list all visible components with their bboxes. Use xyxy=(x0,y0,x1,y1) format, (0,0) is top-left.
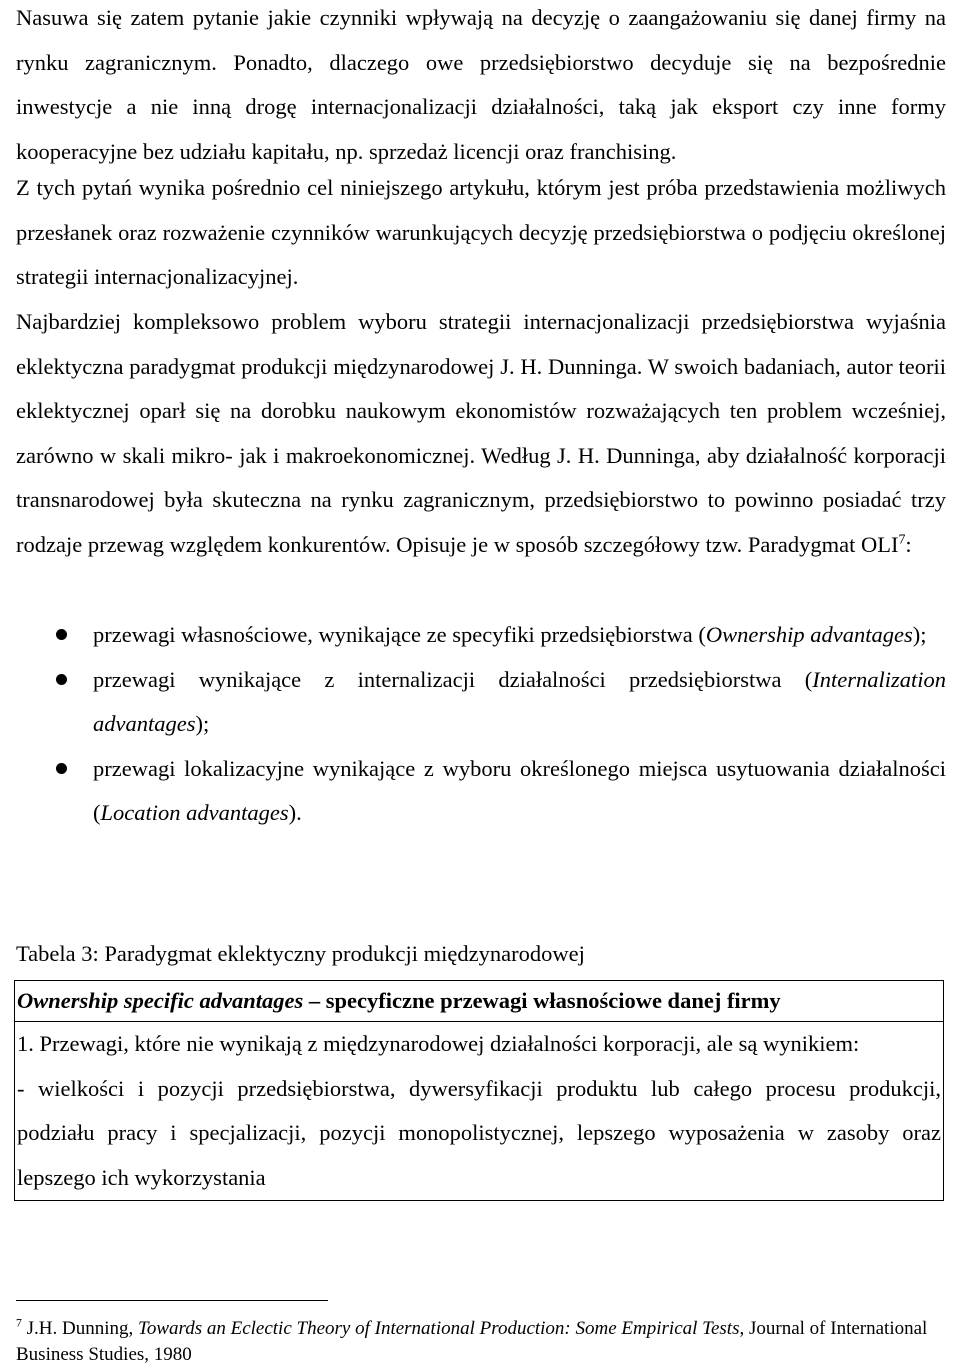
paragraph-dunning xyxy=(16,300,946,568)
footnote-title: Towards an Eclectic Theory of International Production: Some Empirical Tests xyxy=(138,1318,740,1339)
footnote-ref[interactable]: 7 xyxy=(898,532,906,548)
footnote-number: 7 xyxy=(16,1316,22,1330)
table-body xyxy=(15,1022,943,1200)
bullet-icon xyxy=(56,629,67,640)
bullet-icon xyxy=(56,763,67,774)
table-caption: Tabela 3: Paradygmat eklektyczny produkcji międzynarodowej xyxy=(16,941,585,966)
paragraph-aim: Z tych pytań wynika pośrednio cel niniejszego artykułu, którym jest próba przedstawienia możliwych przesłanek oraz rozważenie czynników warunkujących decyzję przedsiębiorstwa o podjęciu określonej strategii internacjonalizacyjnej. xyxy=(16,175,946,290)
footnote-author: J.H. Dunning, xyxy=(21,1318,139,1339)
paradigm-table xyxy=(14,980,944,1201)
oli-advantages-list xyxy=(16,613,946,836)
list-item-text: przewagi lokalizacyjne wynikające z wyboru określonego miejsca usytuowania działalności ( xyxy=(93,755,946,826)
list-item-term: Internalization advantages xyxy=(93,666,946,737)
list-item xyxy=(16,613,946,658)
table-row: 1. Przewagi, które nie wynikają z międzynarodowej działalności korporacji, ale są wynikiem: xyxy=(17,1031,860,1056)
table-header-text: – specyficzne przewagi własnościowe danej firmy xyxy=(303,988,781,1013)
footnote-source: , Journal of International Business Studies, 1980 xyxy=(16,1318,928,1365)
paragraph-dunning-text: Najbardziej kompleksowo problem wyboru strategii internacjonalizacji przedsiębiorstwa wyjaśnia eklektyczna paradygmat produkcji międzynarodowej J. H. Dunninga. W swoich badaniach, autor teorii eklektycznej oparł się na dorobku naukowym ekonomistów rozważających ten problem wcześniej, zarówno w skali mikro- jak i makroekonomicznej. Według J. H. Dunninga, aby działalność korporacji transnarodowej była skuteczna na rynku zagranicznym, przedsiębiorstwo to powinno posiadać trzy rodzaje przewag względem konkurentów. Opisuje je w sposób szczegółowy tzw. Paradygmat OLI xyxy=(16,309,946,557)
list-item-text: przewagi własnościowe, wynikające ze specyfiki przedsiębiorstwa ( xyxy=(93,622,706,647)
table-row: - wielkości i pozycji przedsiębiorstwa, dywersyfikacji produktu lub całego procesu produkcji, podziału pracy i specjalizacji, pozycji monopolistycznej, lepszego wyposażenia w zasoby oraz lepszego ich wykorzystania xyxy=(17,1075,941,1190)
paragraph-intro: Nasuwa się zatem pytanie jakie czynniki wpływają na decyzję o zaangażowaniu się danej firmy na rynku zagranicznym. Ponadto, dlaczego owe przedsiębiorstwo decyduje się na bezpośrednie inwestycje a nie inną drogę internacjonalizacji działalności, taką jak eksport czy inne formy kooperacyjne bez udziału kapitału, np. sprzedaż licencji oraz franchising. xyxy=(16,5,946,164)
bullet-icon xyxy=(56,674,67,685)
list-item xyxy=(16,658,946,747)
list-item-end: ). xyxy=(288,800,302,826)
list-item-text: przewagi wynikające z internalizacji działalności przedsiębiorstwa ( xyxy=(93,666,813,692)
table-header-term: Ownership specific advantages xyxy=(17,988,304,1013)
list-item-end: ); xyxy=(912,622,927,647)
list-item-end: ); xyxy=(195,711,210,737)
list-item-term: Location advantages xyxy=(100,800,289,826)
footnote-divider xyxy=(16,1300,328,1301)
list-item-term: Ownership advantages xyxy=(705,622,913,647)
footnote xyxy=(16,1316,946,1368)
list-item xyxy=(16,747,946,836)
table-header xyxy=(15,981,943,1022)
paragraph-dunning-colon: : xyxy=(905,531,912,557)
